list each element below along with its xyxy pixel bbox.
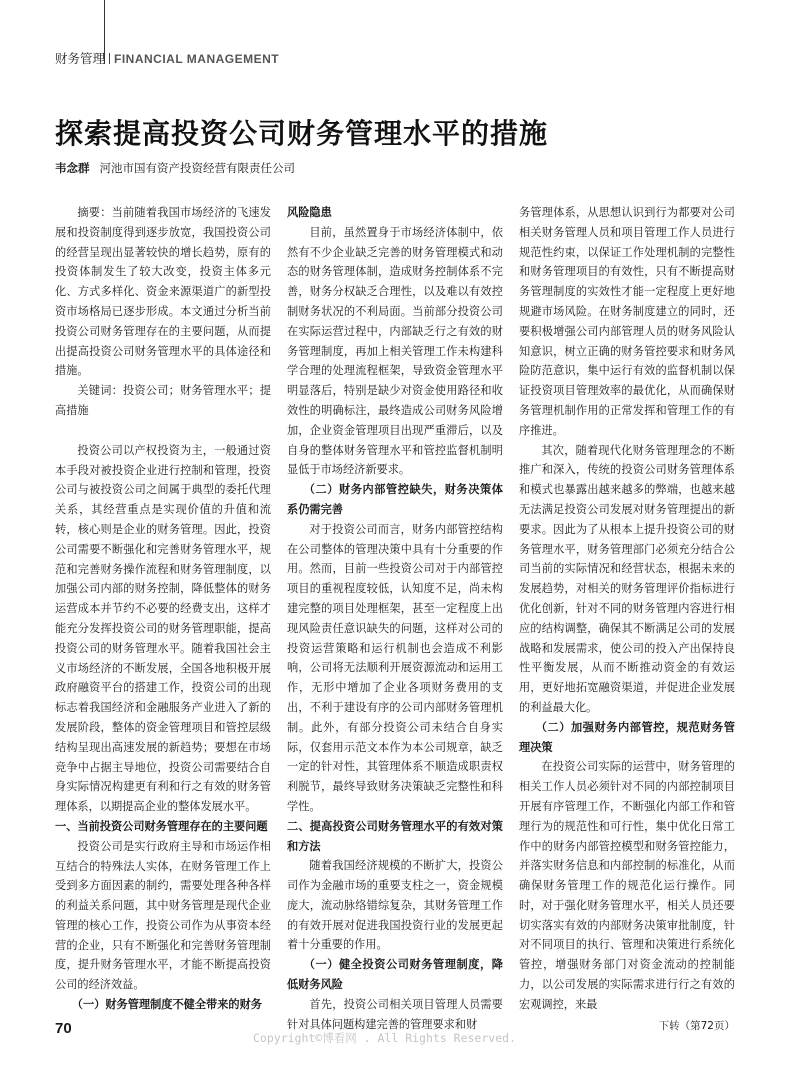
section-heading: 二、提高投资公司财务管理水平的有效对策和方法 — [287, 819, 503, 853]
subsection-heading: （二）加强财务内部管控，规范财务管理决策 — [519, 720, 735, 754]
author-name: 韦念群 — [55, 161, 90, 175]
author-affiliation: 河池市国有资产投资经营有限责任公司 — [99, 161, 295, 175]
header-separator — [109, 53, 110, 64]
section-header — [55, 49, 279, 67]
body-paragraph: 首先，投资公司相关项目管理人员需要针对具体问题构建完善的管理要求和财 — [287, 997, 503, 1031]
subsection-heading-continued: 风险隐患 — [287, 206, 332, 219]
subsection-heading: （一）健全投资公司财务管理制度，降低财务风险 — [287, 958, 503, 992]
byline — [55, 160, 295, 176]
spacer — [55, 421, 271, 441]
text-column-3 — [519, 203, 735, 1036]
subsection-heading: （一）财务管理制度不健全带来的财务 — [71, 998, 262, 1012]
body-paragraph: 随着我国经济规模的不断扩大，投资公司作为金融市场的重要支柱之一，资金规模庞大，流动脉络错综复杂，其财务管理工作的有效开展对促进我国投资行业的发展更起着十分重要的作用。 — [287, 859, 503, 952]
abstract: 摘要：当前随着我国市场经济的飞速发展和投资制度得到逐步放宽，我国投资公司的经营呈现出显著较快的增长趋势，原有的投资体制发生了较大改变，投资主体多元化、方式多样化、资金来源渠道广的新型投资市场格局已逐步形成。本文通过分析当前投资公司财务管理存在的主要问题，从而提出提高投资公司财务管理水平的具体途径和措施。 — [55, 206, 271, 378]
body-paragraph: 目前，虽然置身于市场经济体制中，依然有不少企业缺乏完善的财务管理模式和动态的财务管理体制，造成财务控制体系不完善，财务分权缺乏合理性，以及难以有效控制财务状况的不利局面。当前部分投资公司在实际运营过程中，内部缺乏行之有效的财务管理制度，再加上相关管理工作未构建科学合理的处理流程框架，导致资金管理水平明显落后，特别是缺少对资金使用路径和收效性的明确标注，最终造成公司财务风险增加，企业资金管理项目出现严重滞后，以及自身的整体财务管理水平和管控监督机制明显低于市场经济新要求。 — [287, 225, 503, 477]
body-paragraph-continued: 务管理体系，从思想认识到行为都要对公司相关财务管理人员和项目管理工作人员进行规范性约束，以保证工作处理机制的完整性和财务管理项目的有效性，只有不断提高财务管理制度的实效性才能一定程度上更好地规避市场风险。在财务制度建立的同时，还要积极增强公司内部管理人员的财务风险认知意识，树立正确的财务管控要求和财务风险防范意识，集中运行有效的监督机制以保证投资项目管理效率的最优化，从而确保财务管理机制作用的正常发挥和管理工作的有序推进。 — [519, 206, 735, 437]
keywords: 关键词：投资公司；财务管理水平；提高措施 — [55, 384, 271, 417]
body-paragraph: 投资公司以产权投资为主，一般通过资本手段对被投资企业进行控制和管理，投资公司与被投资公司之间属于典型的委托代理关系，其经营重点是实现价值的升值和流转，核心则是企业的财务管理。因此，投资公司需要不断强化和完善财务管理水平，规范和完善财务操作流程和财务管理制度，以加强公司内部的财务控制，降低整体的财务运营成本并节约不必要的经费支出，这样才能充分发挥投资公司的财务管理职能，提高投资公司的财务管理水平。随着我国社会主义市场经济的不断发展，全国各地积极开展政府融资平台的搭建工作，投资公司的出现标志着我国经济和金融服务产业进入了新的发展阶段，整体的资金管理项目和管控层级结构呈现出高速发展的新趋势；要想在市场竞争中占据主导地位，投资公司需要结合自身实际情况构建更有利和行之有效的财务管理体系，以期提高企业的整体发展水平。 — [55, 443, 271, 814]
article-title: 探索提高投资公司财务管理水平的措施 — [55, 117, 549, 150]
body-paragraph: 对于投资公司而言，财务内部管控结构在公司整体的管理决策中具有十分重要的作用。然而，目前一些投资公司对于内部管控项目的重视程度较低，认知度不足，尚未构建完整的项目处理框架，甚至一定程度上出现风险责任意识缺失的问题，这样对公司的投资运营策略和运行机制也会造成不利影响，公司将无法顺利开展资源流动和运用工作，无形中增加了企业各项财务费用的支出，不利于建设有序的公司内部财务管理机制。此外，有部分投资公司未结合自身实际，仅套用示范文本作为本公司规章，缺乏一定的针对性，其管理体系不顺造成职责权利脱节，最终导致财务决策缺乏完整性和科学性。 — [287, 522, 503, 813]
section-name-en: FINANCIAL MANAGEMENT — [114, 52, 280, 66]
body-paragraph: 投资公司是实行政府主导和市场运作相互结合的特殊法人实体，在财务管理工作上受到多方面因素的制约，需要处理各种各样的利益关系问题，其中财务管理是现代企业管理的核心工作，投资公司作为从事资本经营的企业，只有不断强化和完善财务管理制度，提升财务管理水平，才能不断提高投资公司的经济效益。 — [55, 839, 271, 992]
body-paragraph: 在投资公司实际的运营中，财务管理的相关工作人员必须针对不同的内部控制项目开展有序管理工作，不断强化内部工作和管理行为的规范性和可行性，集中优化日常工作中的财务内部管控模型和财务管控能力，并落实财务信息和内部控制的标准化，从而确保财务管理工作的规范化运行操作。同时，对于强化财务管理水平，相关人员还要切实落实有效的内部财务决策审批制度，针对不同项目的执行、管理和决策进行系统化管控，增强财务部门对资金流动的控制能力，以公司发展的实际需求进行行之有效的宏观调控，来最 — [519, 760, 735, 1011]
section-name-cn: 财务管理 — [55, 51, 106, 66]
text-column-2 — [287, 203, 503, 1034]
subsection-heading: （二）财务内部管控缺失，财务决策体系仍需完善 — [287, 483, 503, 516]
continued-on-page-note: 下转（第72页） — [658, 1019, 735, 1032]
copyright-watermark: Copyright©博看网 . All Rights Reserved. — [253, 1031, 516, 1045]
section-heading: 一、当前投资公司财务管理存在的主要问题 — [55, 819, 268, 833]
body-paragraph: 其次，随着现代化财务管理理念的不断推广和深入，传统的投资公司财务管理体系和模式也暴露出越来越多的弊端，也越来越无法满足投资公司发展对财务管理提出的新要求。因此为了从根本上提升投资公司的财务管理水平，财务管理部门必须充分结合公司当前的实际情况和经营状态，根据未来的发展趋势，对相关的财务管理评价指标进行优化创新，针对不同的财务管理内容进行相应的结构调整，确保其不断满足公司的发展战略和发展需求，使公司的投入产出保持良性平衡发展，从而不断推动资金的有效运用，更好地拓宽融资渠道，并促进企业发展的利益最大化。 — [519, 443, 735, 714]
page-number: 70 — [55, 1020, 72, 1037]
text-column-1 — [55, 203, 271, 1015]
